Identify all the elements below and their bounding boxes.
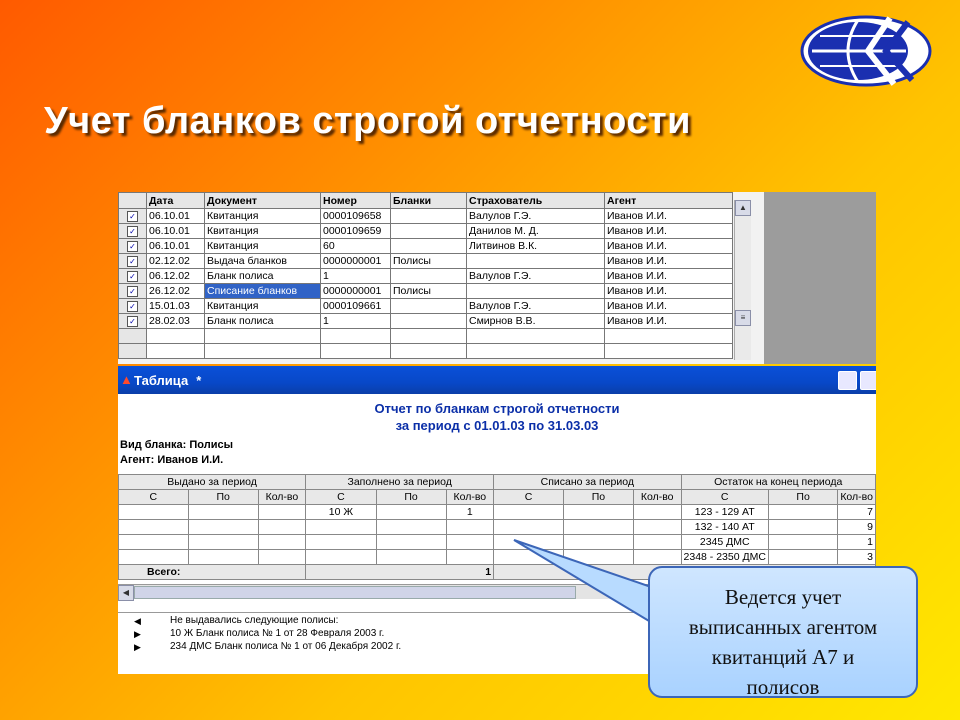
grid-cell[interactable]: 06.10.01 <box>147 209 205 224</box>
grid-cell[interactable] <box>391 314 467 329</box>
grid-vertical-scrollbar[interactable] <box>734 200 751 360</box>
grid-cell[interactable] <box>321 329 391 344</box>
grid-cell[interactable]: 0000109661 <box>321 299 391 314</box>
grid-cell[interactable]: 1 <box>321 269 391 284</box>
grid-cell[interactable]: Литвинов В.К. <box>467 239 605 254</box>
grid-cell[interactable] <box>205 344 321 359</box>
col-header[interactable]: Агент <box>605 193 733 209</box>
note-line: 10 Ж Бланк полиса № 1 от 28 Февраля 2003 г. <box>170 628 385 639</box>
grid-cell[interactable]: Бланк полиса <box>205 269 321 284</box>
scroll-left-icon[interactable]: ◀ <box>118 585 134 601</box>
check-icon[interactable]: ✓ <box>127 211 138 222</box>
sub-header: С <box>681 490 768 505</box>
grid-cell[interactable]: Квитанция <box>205 224 321 239</box>
report-cell <box>376 505 446 520</box>
grid-row[interactable] <box>119 314 733 329</box>
report-cell <box>563 535 633 550</box>
report-title-line1: Отчет по бланкам строгой отчетности <box>374 401 620 416</box>
col-header[interactable]: Дата <box>147 193 205 209</box>
grid-cell[interactable]: 06.12.02 <box>147 269 205 284</box>
grid-cell[interactable]: Полисы <box>391 284 467 299</box>
report-cell <box>633 535 681 550</box>
col-header[interactable]: Номер <box>321 193 391 209</box>
sub-header: Кол-во <box>258 490 306 505</box>
row-checkbox[interactable] <box>119 299 147 314</box>
grid-cell[interactable] <box>467 329 605 344</box>
grid-row[interactable] <box>119 299 733 314</box>
report-cell <box>188 550 258 565</box>
grid-cell[interactable] <box>391 224 467 239</box>
sub-header: Кол-во <box>446 490 494 505</box>
row-pointer-icon: ◀ <box>134 616 141 626</box>
grid-cell[interactable]: 02.12.02 <box>147 254 205 269</box>
report-cell <box>494 520 564 535</box>
grid-cell[interactable]: Иванов И.И. <box>605 254 733 269</box>
report-cell <box>306 550 376 565</box>
report-cell: 1 <box>838 535 876 550</box>
row-checkbox[interactable] <box>119 239 147 254</box>
report-cell: 123 - 129 АТ <box>681 505 768 520</box>
grid-cell[interactable]: Валулов Г.Э. <box>467 269 605 284</box>
sub-header: Кол-во <box>838 490 876 505</box>
grid-cell[interactable] <box>467 344 605 359</box>
report-cell <box>563 505 633 520</box>
report-cell: 3 <box>838 550 876 565</box>
grid-cell[interactable]: 1 <box>321 314 391 329</box>
report-cell <box>119 550 189 565</box>
report-cell <box>188 535 258 550</box>
grid-cell[interactable]: Квитанция <box>205 209 321 224</box>
sub-header: По <box>768 490 837 505</box>
grid-row[interactable] <box>119 209 733 224</box>
report-cell: 132 - 140 АТ <box>681 520 768 535</box>
report-table <box>118 474 876 580</box>
report-cell <box>376 550 446 565</box>
report-cell <box>563 550 633 565</box>
scroll-thumb[interactable] <box>134 586 576 599</box>
note-line: 234 ДМС Бланк полиса № 1 от 06 Декабря 2002 г. <box>170 641 402 652</box>
total-label: Всего: <box>119 565 306 580</box>
callout-line: квитанций А7 и <box>711 645 855 669</box>
grid-cell[interactable]: Иванов И.И. <box>605 239 733 254</box>
report-cell: 7 <box>838 505 876 520</box>
report-cell <box>119 505 189 520</box>
callout-line: выписанных агентом <box>688 615 878 639</box>
row-pointer-icon: ▶ <box>134 629 141 639</box>
check-icon[interactable]: ✓ <box>127 316 138 327</box>
row-pointer-icon: ▶ <box>134 642 141 652</box>
report-cell <box>494 535 564 550</box>
report-cell <box>258 520 306 535</box>
grid-cell[interactable]: Квитанция <box>205 239 321 254</box>
grid-cell[interactable]: Выдача бланков <box>205 254 321 269</box>
check-icon[interactable]: ✓ <box>127 271 138 282</box>
grid-cell[interactable] <box>391 269 467 284</box>
callout-line: полисов <box>746 675 820 698</box>
report-cell <box>768 505 837 520</box>
report-cell <box>188 520 258 535</box>
indicator-header <box>119 193 147 209</box>
report-row <box>119 520 876 535</box>
grid-cell[interactable]: 0000000001 <box>321 284 391 299</box>
report-cell <box>446 550 494 565</box>
app-icon: ▲ <box>120 372 133 387</box>
report-row <box>119 505 876 520</box>
grid-cell[interactable]: 0000000001 <box>321 254 391 269</box>
sub-header: С <box>119 490 189 505</box>
report-cell <box>119 535 189 550</box>
grid-row-empty[interactable] <box>119 344 733 359</box>
grid-cell[interactable] <box>467 284 605 299</box>
report-subheader <box>119 490 876 505</box>
report-cell <box>563 520 633 535</box>
report-cell <box>306 535 376 550</box>
report-cell <box>188 505 258 520</box>
sub-header: Кол-во <box>633 490 681 505</box>
scroll-thumb[interactable]: ≡ <box>735 310 751 326</box>
grid-cell[interactable]: 28.02.03 <box>147 314 205 329</box>
report-cell <box>768 520 837 535</box>
report-cell <box>119 520 189 535</box>
row-checkbox[interactable] <box>119 224 147 239</box>
report-cell <box>446 520 494 535</box>
grid-cell[interactable] <box>321 344 391 359</box>
grid-cell[interactable]: 26.12.02 <box>147 284 205 299</box>
background-panel <box>764 192 876 364</box>
callout-box <box>648 566 918 698</box>
report-cell <box>258 550 306 565</box>
report-cell <box>494 505 564 520</box>
grid-cell[interactable]: 06.10.01 <box>147 224 205 239</box>
report-cell <box>768 550 837 565</box>
report-cell <box>633 520 681 535</box>
grid-row[interactable] <box>119 284 733 299</box>
report-cell <box>446 535 494 550</box>
grid-cell[interactable]: Иванов И.И. <box>605 284 733 299</box>
grid-row[interactable] <box>119 269 733 284</box>
grid-cell[interactable]: Иванов И.И. <box>605 209 733 224</box>
window-title: Таблица <box>134 372 189 388</box>
grid-cell[interactable]: Валулов Г.Э. <box>467 299 605 314</box>
modified-marker: * <box>196 372 202 388</box>
report-row <box>119 535 876 550</box>
grid-cell[interactable] <box>605 344 733 359</box>
grid-row[interactable] <box>119 224 733 239</box>
grid-cell[interactable] <box>391 209 467 224</box>
grid-cell[interactable]: 0000109659 <box>321 224 391 239</box>
documents-grid <box>118 192 764 364</box>
total-filled: 1 <box>306 565 494 580</box>
blank-type-label: Вид бланка: Полисы <box>120 439 233 451</box>
slide-title: Учет бланков строгой отчетности <box>44 100 691 142</box>
grid-row[interactable] <box>119 239 733 254</box>
sub-header: По <box>376 490 446 505</box>
report-cell <box>258 505 306 520</box>
report-cell <box>258 535 306 550</box>
report-cell: 10 Ж <box>306 505 376 520</box>
report-group-header <box>119 475 876 490</box>
grid-cell[interactable]: Иванов И.И. <box>605 299 733 314</box>
grid-cell[interactable]: Иванов И.И. <box>605 314 733 329</box>
callout-line: Ведется учет <box>724 585 842 609</box>
maximize-button[interactable] <box>860 371 876 390</box>
grid-row[interactable] <box>119 254 733 269</box>
report-cell <box>633 550 681 565</box>
grid-cell[interactable]: Валулов Г.Э. <box>467 209 605 224</box>
grid-cell[interactable] <box>391 239 467 254</box>
group-header: Остаток на конец периода <box>681 475 875 490</box>
grid-cell[interactable]: Квитанция <box>205 299 321 314</box>
row-checkbox[interactable] <box>119 209 147 224</box>
col-header[interactable]: Бланки <box>391 193 467 209</box>
row-checkbox[interactable] <box>119 269 147 284</box>
company-logo <box>798 14 934 88</box>
report-title-line2: за период с 01.01.03 по 31.03.03 <box>395 418 599 433</box>
check-icon[interactable]: ✓ <box>127 301 138 312</box>
report-cell <box>768 535 837 550</box>
report-cell <box>306 520 376 535</box>
check-icon[interactable]: ✓ <box>127 286 138 297</box>
grid-cell[interactable]: Иванов И.И. <box>605 269 733 284</box>
report-cell: 2348 - 2350 ДМС <box>681 550 768 565</box>
col-header[interactable]: Страхователь <box>467 193 605 209</box>
grid-cell[interactable]: Списание бланков <box>205 284 321 299</box>
grid-cell[interactable] <box>119 329 147 344</box>
grid-cell[interactable]: Бланк полиса <box>205 314 321 329</box>
report-cell <box>494 550 564 565</box>
col-header[interactable]: Документ <box>205 193 321 209</box>
check-icon[interactable]: ✓ <box>127 256 138 267</box>
grid-row-empty[interactable] <box>119 329 733 344</box>
agent-label: Агент: Иванов И.И. <box>120 454 224 466</box>
grid-header <box>119 193 733 209</box>
note-line: Не выдавались следующие полисы: <box>170 615 339 626</box>
grid-cell[interactable] <box>605 329 733 344</box>
grid-cell[interactable] <box>119 344 147 359</box>
grid-cell[interactable]: 60 <box>321 239 391 254</box>
grid-cell[interactable] <box>147 329 205 344</box>
grid-cell[interactable] <box>391 329 467 344</box>
report-cell: 9 <box>838 520 876 535</box>
scroll-up-icon[interactable]: ▲ <box>735 200 751 216</box>
sub-header: С <box>306 490 376 505</box>
sub-header: С <box>494 490 564 505</box>
row-checkbox[interactable] <box>119 254 147 269</box>
group-header: Заполнено за период <box>306 475 494 490</box>
minimize-button[interactable] <box>838 371 857 390</box>
grid-cell[interactable]: Иванов И.И. <box>605 224 733 239</box>
sub-header: По <box>563 490 633 505</box>
report-cell <box>633 505 681 520</box>
grid-cell[interactable]: 15.01.03 <box>147 299 205 314</box>
report-row <box>119 550 876 565</box>
grid-cell[interactable]: Полисы <box>391 254 467 269</box>
grid-cell[interactable]: 06.10.01 <box>147 239 205 254</box>
check-icon[interactable]: ✓ <box>127 241 138 252</box>
row-checkbox[interactable] <box>119 284 147 299</box>
group-header: Списано за период <box>494 475 681 490</box>
row-checkbox[interactable] <box>119 314 147 329</box>
report-cell: 2345 ДМС <box>681 535 768 550</box>
report-cell <box>376 535 446 550</box>
grid-cell[interactable]: Данилов М. Д. <box>467 224 605 239</box>
grid-cell[interactable] <box>391 299 467 314</box>
window-titlebar[interactable] <box>118 366 876 394</box>
sub-header: По <box>188 490 258 505</box>
check-icon[interactable]: ✓ <box>127 226 138 237</box>
grid-cell[interactable] <box>467 254 605 269</box>
report-cell <box>376 520 446 535</box>
grid-cell[interactable] <box>205 329 321 344</box>
report-cell: 1 <box>446 505 494 520</box>
grid-cell[interactable] <box>391 344 467 359</box>
grid-cell[interactable] <box>147 344 205 359</box>
grid-cell[interactable]: Смирнов В.В. <box>467 314 605 329</box>
grid-cell[interactable]: 0000109658 <box>321 209 391 224</box>
group-header: Выдано за период <box>119 475 306 490</box>
